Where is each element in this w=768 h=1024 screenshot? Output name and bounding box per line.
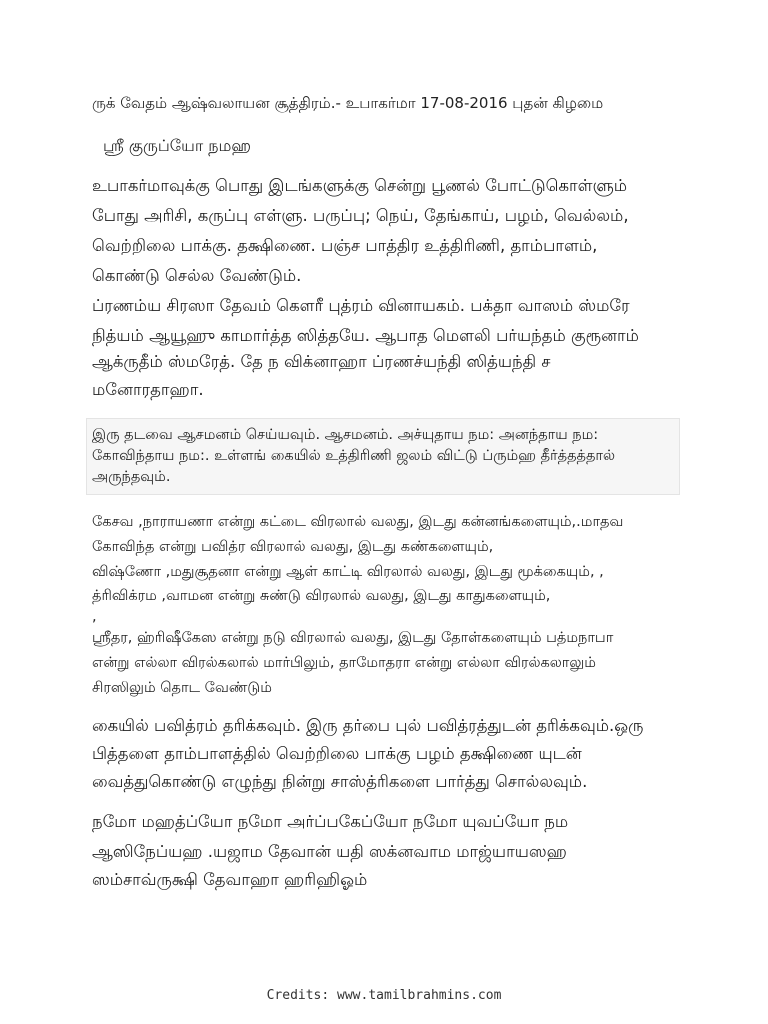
paragraph-line: சிரஸிலும் தொட வேண்டும் bbox=[92, 680, 272, 696]
paragraph-line: ஸ்ரீதர, ஹ்ரிஷீகேஸ என்று நடு விரலால் வலது, இடது தோள்களையும் பத்மநாபா bbox=[92, 630, 614, 646]
paragraph-line: உபாகர்மாவுக்கு பொது இடங்களுக்கு சென்று பூணல் போட்டுகொள்ளும் bbox=[92, 176, 628, 195]
paragraph-line: போது அரிசி, கருப்பு எள்ளு. பருப்பு; நெய், தேங்காய், பழம், வெல்லம், bbox=[92, 206, 629, 225]
paragraph-line: வெற்றிலை பாக்கு. தக்ஷிணை. பஞ்ச பாத்திர உத்திரிணி, தாம்பாளம், bbox=[92, 236, 598, 255]
paragraph-line: கொண்டு செல்ல வேண்டும். bbox=[92, 266, 302, 285]
highlighted-line: அருந்தவும். bbox=[92, 469, 171, 485]
paragraph-line: ஸம்சாவ்ருக்ஷி தேவாஹா ஹரிஹிஓம் bbox=[92, 870, 368, 889]
document-title: ருக் வேதம் ஆஷ்வலாயன சூத்திரம்.- உபாகர்மா 17-08-2016 புதன் கிழமை bbox=[92, 94, 604, 112]
highlighted-line: கோவிந்தாய நம:. உள்ளங் கையில் உத்திரிணி ஜலம் விட்டு ப்ரும்ஹ தீர்த்தத்தால் bbox=[92, 448, 616, 464]
paragraph-line: , bbox=[92, 609, 97, 625]
paragraph-line: வைத்துகொண்டு எழுந்து நின்று சாஸ்த்ரிகளை பார்த்து சொல்லவும். bbox=[92, 772, 588, 791]
paragraph-line: கையில் பவித்ரம் தரிக்கவும். இரு தர்பை புல் பவித்ரத்துடன் தரிக்கவும்.ஒரு bbox=[92, 716, 644, 735]
paragraph-line: ஆஸிநேப்யஹ .யஜாம தேவான் யதி ஸக்னவாம மாஜ்யாயஸஹ bbox=[92, 842, 567, 861]
paragraph-line: கோவிந்த என்று பவித்ர விரலால் வலது, இடது கண்களையும், bbox=[92, 539, 494, 555]
invocation-heading: ஸ்ரீ குருப்யோ நமஹ bbox=[103, 136, 252, 155]
paragraph-line: கேசவ ,நாராயணா என்று கட்டை விரலால் வலது, இடது கன்னங்களையும்,.மாதவ bbox=[92, 514, 624, 530]
paragraph-line: ஆக்ருதீம் ஸ்மரேத். தே ந விக்னாஹா ப்ரணச்யந்தி ஸித்யந்தி ச bbox=[92, 352, 551, 371]
paragraph-line: ப்ரணம்ய சிரஸா தேவம் கெளரீ புத்ரம் வினாயகம். பக்தா வாஸம் ஸ்மரே bbox=[92, 296, 630, 315]
paragraph-line: நித்யம் ஆயூஹு காமார்த்த ஸித்தயே. ஆபாத மெளலி பர்யந்தம் குரூனாம் bbox=[92, 326, 639, 345]
paragraph-line: மனோரதாஹா. bbox=[92, 380, 204, 399]
paragraph-line: விஷ்ணோ ,மதுசூதனா என்று ஆள் காட்டி விரலால் வலது, இடது மூக்கையும், , bbox=[92, 564, 604, 580]
paragraph-line: என்று எல்லா விரல்கலால் மார்பிலும், தாமோதரா என்று எல்லா விரல்கலாலும் bbox=[92, 655, 596, 671]
paragraph-line: த்ரிவிக்ரம ,வாமன என்று சுண்டு விரலால் வலது, இடது காதுகளையும், bbox=[92, 588, 551, 604]
credits-footer: Credits: www.tamilbrahmins.com bbox=[266, 988, 502, 1003]
paragraph-line: பித்தளை தாம்பாளத்தில் வெற்றிலை பாக்கு பழம் தக்ஷிணை யுடன் bbox=[92, 744, 582, 763]
paragraph-line: நமோ மஹத்ப்யோ நமோ அர்ப்பகேப்யோ நமோ யுவப்யோ நம bbox=[92, 812, 569, 831]
highlighted-line: இரு தடவை ஆசமனம் செய்யவும். ஆசமனம். அச்யுதாய நம: அனந்தாய நம: bbox=[92, 427, 599, 443]
